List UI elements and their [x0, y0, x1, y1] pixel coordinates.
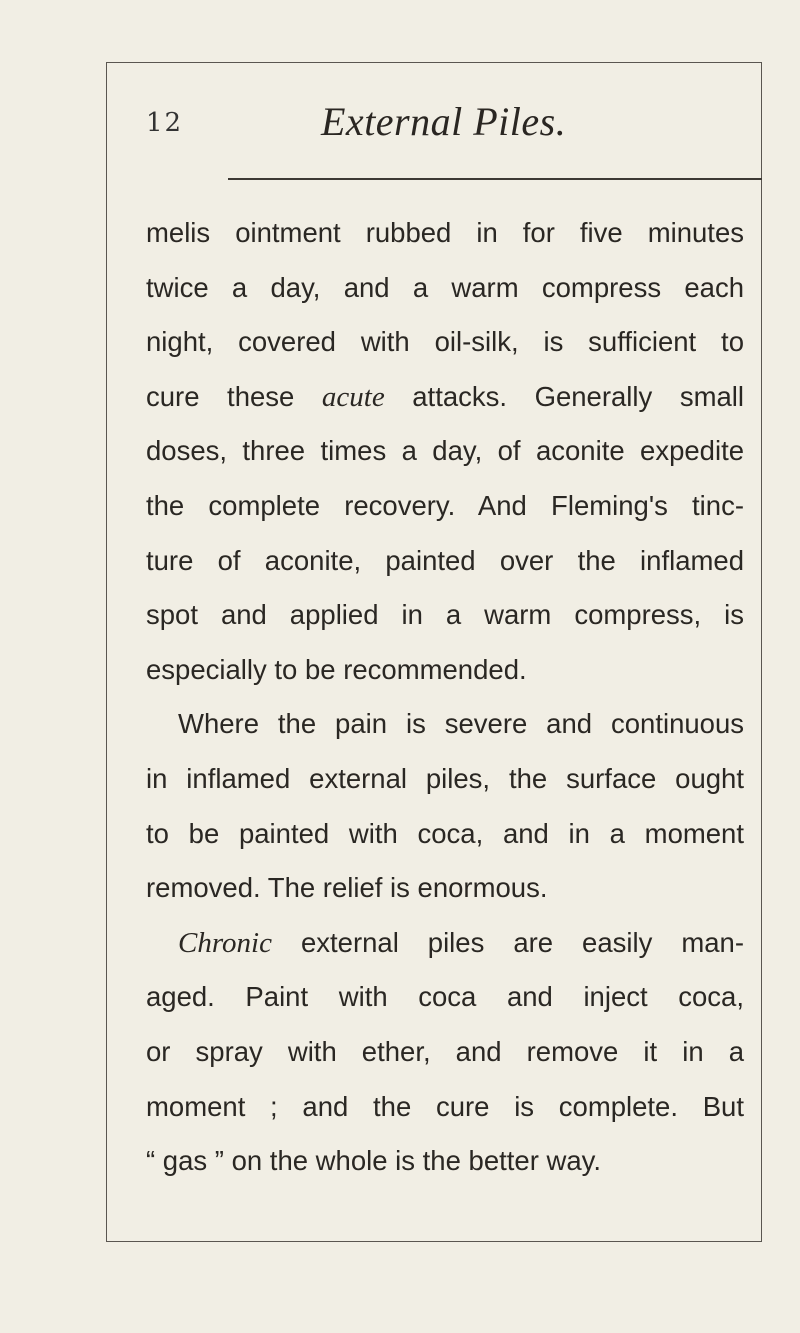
italic-word: Chronic: [178, 926, 272, 959]
text-segment: aged. Paint with coca and inject coca,: [146, 981, 744, 1013]
text-segment: removed. The relief is enormous.: [146, 872, 548, 904]
running-title: External Piles.: [321, 99, 567, 144]
text-segment: external piles are easily man-: [271, 926, 744, 958]
text-segment: the complete recovery. And Fleming's tinc-: [146, 489, 744, 521]
text-segment: night, covered with oil-silk, is sufficient to: [146, 326, 744, 358]
text-line: [146, 479, 744, 534]
paragraph: [146, 697, 744, 915]
text-segment: in inflamed external piles, the surface ought: [146, 762, 744, 794]
page-header: [146, 98, 746, 158]
text-line: [146, 424, 744, 479]
text-line: [146, 1025, 744, 1080]
text-segment: moment ; and the cure is complete. But: [146, 1090, 744, 1122]
text-line: [146, 752, 744, 807]
text-line: [146, 534, 744, 589]
text-line: [146, 588, 744, 643]
text-line: [146, 970, 744, 1025]
text-segment: to be painted with coca, and in a moment: [146, 817, 744, 849]
text-line: [146, 1080, 744, 1135]
italic-word: acute: [321, 380, 385, 413]
text-segment: attacks. Generally small: [384, 380, 744, 412]
page-number: 12: [146, 108, 184, 138]
text-line: [146, 807, 744, 862]
text-segment: cure these: [146, 380, 322, 412]
text-segment: ture of aconite, painted over the inflamed: [146, 544, 744, 576]
text-segment: especially to be recommended.: [146, 653, 527, 685]
text-line: [146, 861, 744, 916]
text-line: [146, 1134, 744, 1189]
text-line: [146, 206, 744, 261]
text-line: [146, 315, 744, 370]
text-line: [146, 643, 744, 698]
text-line: [146, 370, 744, 425]
text-segment: melis ointment rubbed in for five minutes: [146, 217, 744, 248]
text-segment: doses, three times a day, of aconite expedite: [146, 435, 744, 467]
paragraph: [146, 206, 744, 697]
body-text: [146, 206, 744, 1189]
text-segment: or spray with ether, and remove it in a: [146, 1035, 744, 1067]
text-segment: “ gas ” on the whole is the better way.: [146, 1145, 601, 1177]
text-segment: twice a day, and a warm compress each: [146, 271, 744, 303]
text-segment: spot and applied in a warm compress, is: [146, 599, 744, 631]
text-line: [146, 261, 744, 316]
header-rule: [228, 178, 762, 180]
text-line: [146, 916, 744, 971]
paragraph: [146, 916, 744, 1189]
text-segment: Where the pain is severe and continuous: [178, 708, 744, 740]
text-line: [146, 697, 744, 752]
